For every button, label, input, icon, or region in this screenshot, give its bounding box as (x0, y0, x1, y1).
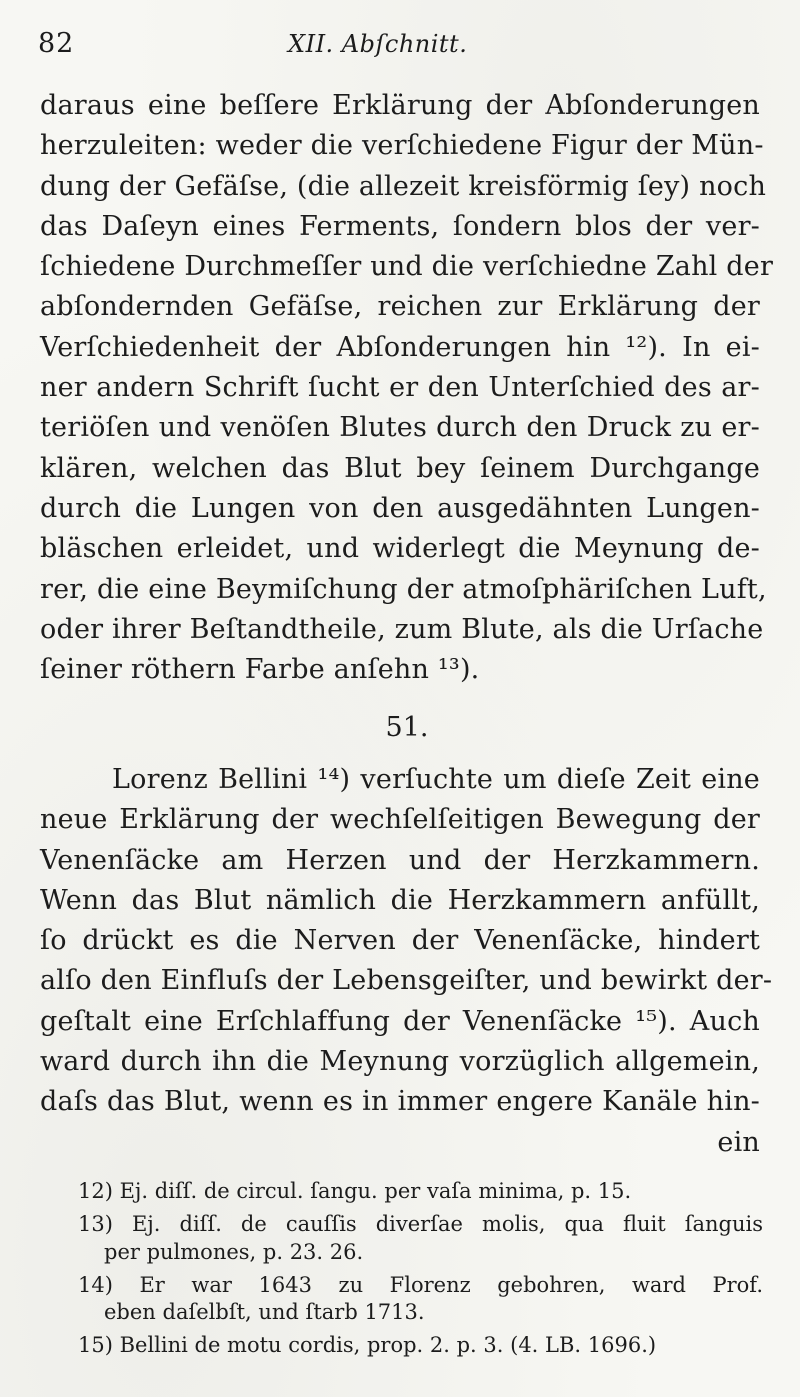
footnotes (78, 1178, 763, 1360)
paragraph-2 (40, 760, 773, 1163)
text-line: das Daſeyn eines Ferments, ſondern blos der ver- (40, 210, 760, 242)
text-line: abſondernden Gefäſse, reichen zur Erklärung der (40, 291, 760, 323)
footnote-13: 13) Ej. diſſ. de cauſſis diverſae molis, qua fluit ſanguis (78, 1212, 763, 1237)
text-line: herzuleiten: weder die verſchiedene Figur der Mün- (40, 130, 764, 162)
text-line: dung der Gefäſse, (die allezeit kreisförmig ſey) noch (40, 170, 767, 202)
text-line: ſchiedene Durchmeſſer und die verſchiedne Zahl der (40, 251, 774, 283)
catchword: ein (717, 1126, 760, 1158)
text-line: Wenn das Blut nämlich die Herzkammern anfüllt, (40, 884, 760, 916)
section-number: 51. (385, 712, 429, 743)
text-line: durch die Lungen von den ausgedähnten Lungen- (40, 492, 760, 524)
page-header (38, 28, 760, 68)
running-head: XII. Abſchnitt. (288, 30, 468, 58)
text-line: Verſchiedenheit der Abſonderungen hin ¹²). In ei- (40, 331, 760, 363)
text-line: neue Erklärung der wechſelſeitigen Bewegung der (40, 804, 760, 836)
text-line: ner andern Schrift ſucht er den Unterſchied des ar- (40, 372, 760, 404)
footnote-15: 15) Bellini de motu cordis, prop. 2. p. 3. (4. LB. 1696.) (78, 1333, 657, 1358)
text-line: ſeiner röthern Farbe anſehn ¹³). (40, 654, 480, 686)
text-line: geſtalt eine Erſchlaffung der Venenſäcke ¹⁵). Auch (40, 1005, 760, 1037)
text-line: klären, welchen das Blut bey ſeinem Durchgange (40, 452, 760, 484)
text-line: daſs das Blut, wenn es in immer engere Kanäle hin- (40, 1086, 760, 1118)
text-line: ſo drückt es die Nerven der Venenſäcke, hindert (40, 925, 760, 957)
page-number: 82 (38, 28, 75, 59)
text-line: Lorenz Bellini ¹⁴) verſuchte um dieſe Zeit eine (112, 764, 760, 795)
text-line: oder ihrer Beſtandtheile, zum Blute, als die Urſache (40, 613, 764, 645)
text-line: alſo den Einfluſs der Lebensgeiſter, und bewirkt der- (40, 965, 773, 997)
footnote-14-cont: eben daſelbſt, und ſtarb 1713. (104, 1300, 425, 1325)
paragraph-1 (40, 86, 774, 690)
footnote-14: 14) Er war 1643 zu Florenz gebohren, ward Prof. (78, 1272, 763, 1297)
text-line: Venenſäcke am Herzen und der Herzkammern. (40, 844, 760, 876)
text-line: bläschen erleidet, und widerlegt die Meynung de- (40, 533, 760, 565)
text-line: daraus eine beſſere Erklärung der Abſonderungen (40, 90, 760, 121)
text-line: ward durch ihn die Meynung vorzüglich allgemein, (40, 1046, 760, 1078)
text-line: rer, die eine Beymiſchung der atmoſphäriſchen Luft, (40, 573, 767, 605)
footnote-13-cont: per pulmones, p. 23. 26. (104, 1239, 364, 1264)
footnote-12: 12) Ej. diſſ. de circul. ſangu. per vaſa minima, p. 15. (78, 1179, 632, 1203)
text-line: teriöſen und venöſen Blutes durch den Druck zu er- (40, 412, 760, 444)
